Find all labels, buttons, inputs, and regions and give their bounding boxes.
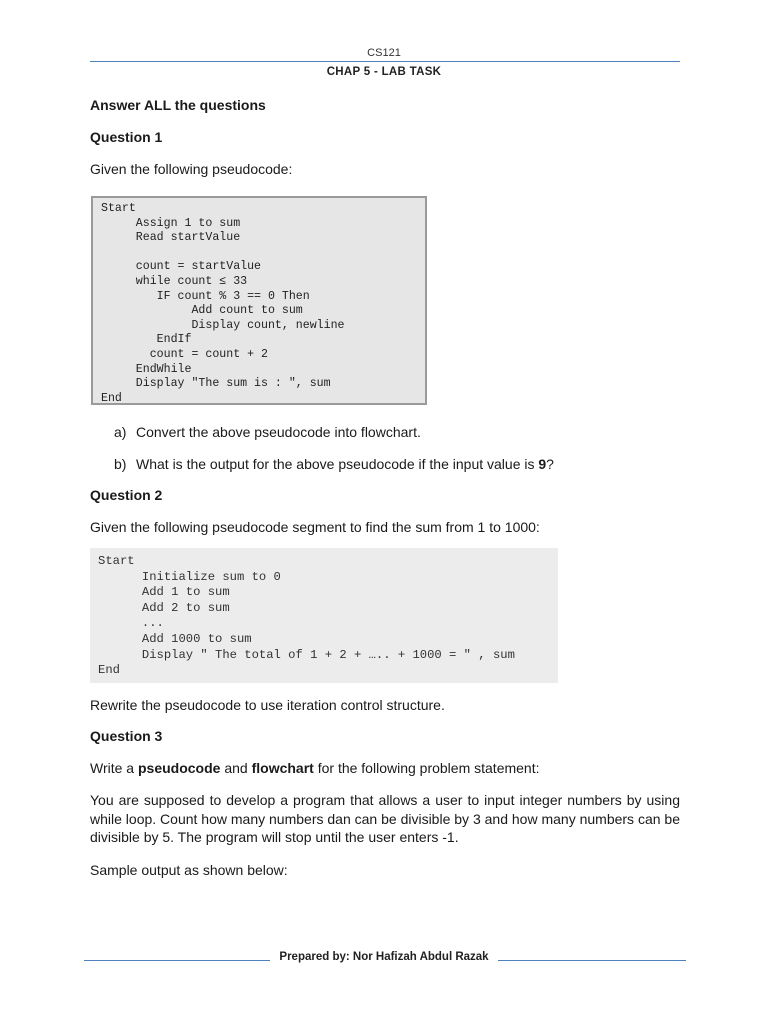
part-b-suffix: ? [546,456,554,472]
question-1-intro: Given the following pseudocode: [90,161,293,177]
question-1-part-b [114,455,554,473]
question-2-code-block [90,548,558,683]
footer-divider-right [498,960,686,961]
question-1-code-block [91,196,427,405]
question-3-heading: Question 3 [90,728,163,744]
question-2-task: Rewrite the pseudocode to use iteration control structure. [90,697,445,713]
part-a-marker: a) [114,424,127,440]
instructions: Answer ALL the questions [90,97,266,113]
question-2-heading: Question 2 [90,487,163,503]
question-1-pseudocode: Start Assign 1 to sum Read startValue count = startValue while count ≤ 33 IF count % 3 == 0 Then Add count to sum Display count, newline EndIf count = count + 2 EndWhile Display "The sum is : ", sum End [101,202,345,405]
question-1-part-a [114,423,421,441]
q3-pseudocode-term: pseudocode [137,760,221,776]
course-code: CS121 [367,47,401,59]
question-3-intro [90,759,540,777]
document-title: CHAP 5 - LAB TASK [326,66,442,78]
prepared-by: Prepared by: Nor Hafizah Abdul Razak [279,951,489,963]
q3-flowchart-term: flowchart [251,760,314,776]
part-b-marker: b) [114,456,127,472]
q3-intro-mid: and [220,760,252,776]
question-1-heading: Question 1 [90,129,163,145]
q3-intro-start: Write a [90,760,138,776]
part-a-text: Convert the above pseudocode into flowchart. [136,424,421,440]
part-b-input-value: 9 [538,456,547,472]
part-b-text: What is the output for the above pseudocode if the input value is [136,456,539,472]
header-divider [90,61,680,62]
q3-intro-end: for the following problem statement: [313,760,540,776]
question-2-intro: Given the following pseudocode segment to find the sum from 1 to 1000: [90,519,540,535]
question-2-pseudocode: Start Initialize sum to 0 Add 1 to sum Add 2 to sum ... Add 1000 to sum Display " The total of 1 + 2 + ….. + 1000 = " , sum End [98,554,515,678]
question-3-sample-output-label: Sample output as shown below: [90,862,288,878]
question-3-problem-statement: You are supposed to develop a program that allows a user to input integer numbers by using while loop. Count how many numbers dan can be divisible by 3 and how many numbers can be divisible by 5. The program will stop until the user enters -1. [90,792,680,845]
